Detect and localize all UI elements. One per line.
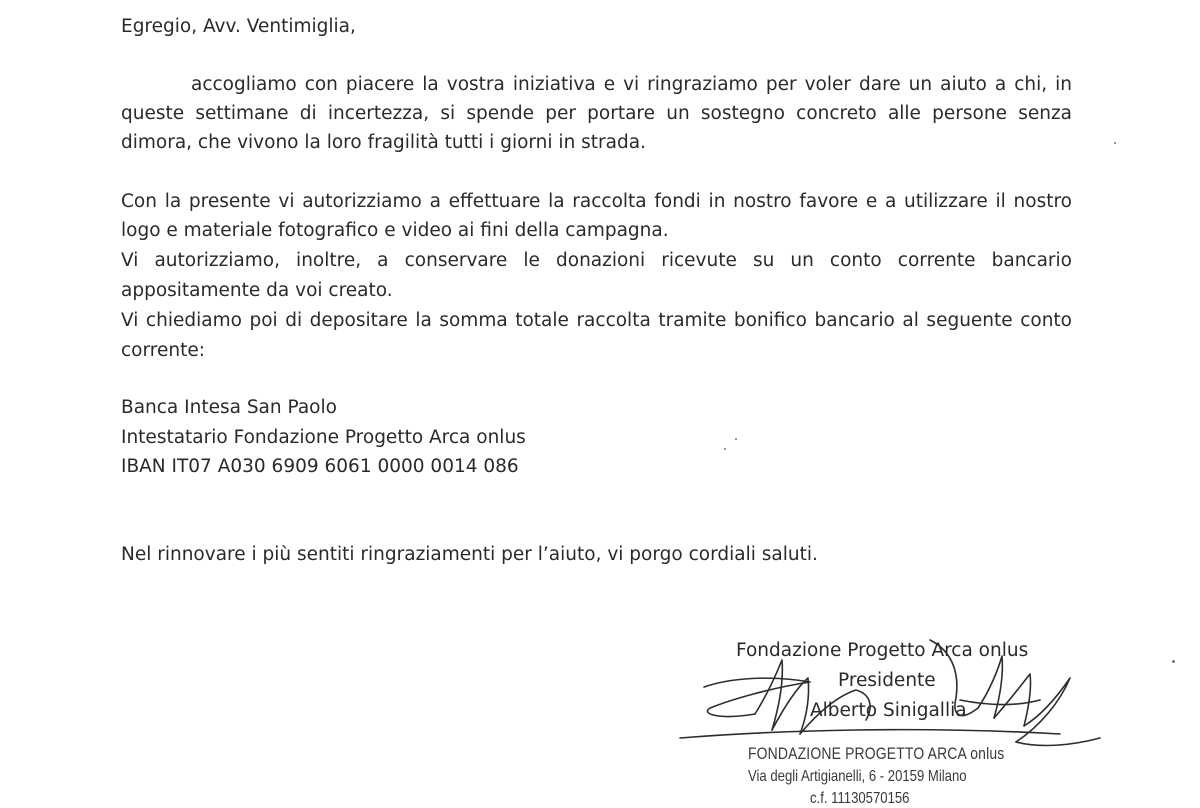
stamp-organization: FONDAZIONE PROGETTO ARCA onlus [748,744,1005,763]
paragraph-1-line-3: dimora, che vivono la loro fragilità tutti i giorni in strada. [121,132,646,153]
paragraph-3-line-2: appositamente da voi creato. [121,280,393,301]
signature-stroke-6 [978,656,1002,718]
signature-stroke-2 [755,660,782,730]
signature-stroke-9 [1016,738,1100,745]
paragraph-4-line-1: Vi chiediamo poi di depositare la somma totale raccolta tramite bonifico bancario al seguente conto [121,310,1072,331]
signature-stroke-8 [1016,678,1070,742]
closing-line: Nel rinnovare i più sentiti ringraziamenti per l’aiuto, vi porgo cordiali saluti. [121,544,818,565]
signature-name: Alberto Sinigallia [810,700,967,721]
paragraph-2-line-1: Con la presente vi autorizziamo a effettuare la raccolta fondi in nostro favore e a utilizzare il nostro [121,191,1072,212]
signature-organization: Fondazione Progetto Arca onlus [736,640,1029,661]
stamp-tax-code: c.f. 11130570156 [810,790,910,807]
scan-speck [1172,660,1175,663]
account-holder: Intestatario Fondazione Progetto Arca onlus [121,427,526,448]
paragraph-2-line-2: logo e materiale fotografico e video ai fini della campagna. [121,220,669,241]
stamp-address: Via degli Artigianelli, 6 - 20159 Milano [748,768,967,785]
paragraph-1-line-1: accogliamo con piacere la vostra iniziativa e vi ringraziamo per voler dare un aiuto a chi, in [191,74,1072,95]
signature-block [660,630,1120,807]
salutation: Egregio, Avv. Ventimiglia, [121,16,356,37]
iban: IBAN IT07 A030 6909 6061 0000 0014 086 [121,456,519,477]
bank-name: Banca Intesa San Paolo [121,397,337,418]
signature-stroke-10 [680,730,1060,738]
signature-stroke-11 [960,700,1040,705]
paragraph-4-line-2: corrente: [121,340,205,361]
signature-stroke-7 [994,674,1031,726]
signature-stroke-1 [704,678,810,716]
signature-role: Presidente [838,670,936,691]
scan-speck [724,448,726,450]
scan-speck [735,438,737,440]
paragraph-3-line-1: Vi autorizziamo, inoltre, a conservare le donazioni ricevute su un conto corrente bancario [121,250,1072,271]
paragraph-1-line-2: queste settimane di incertezza, si spende per portare un sostegno concreto alle persone senza [121,103,1072,124]
scan-speck [1114,142,1116,144]
signature-stroke-3 [772,678,809,734]
